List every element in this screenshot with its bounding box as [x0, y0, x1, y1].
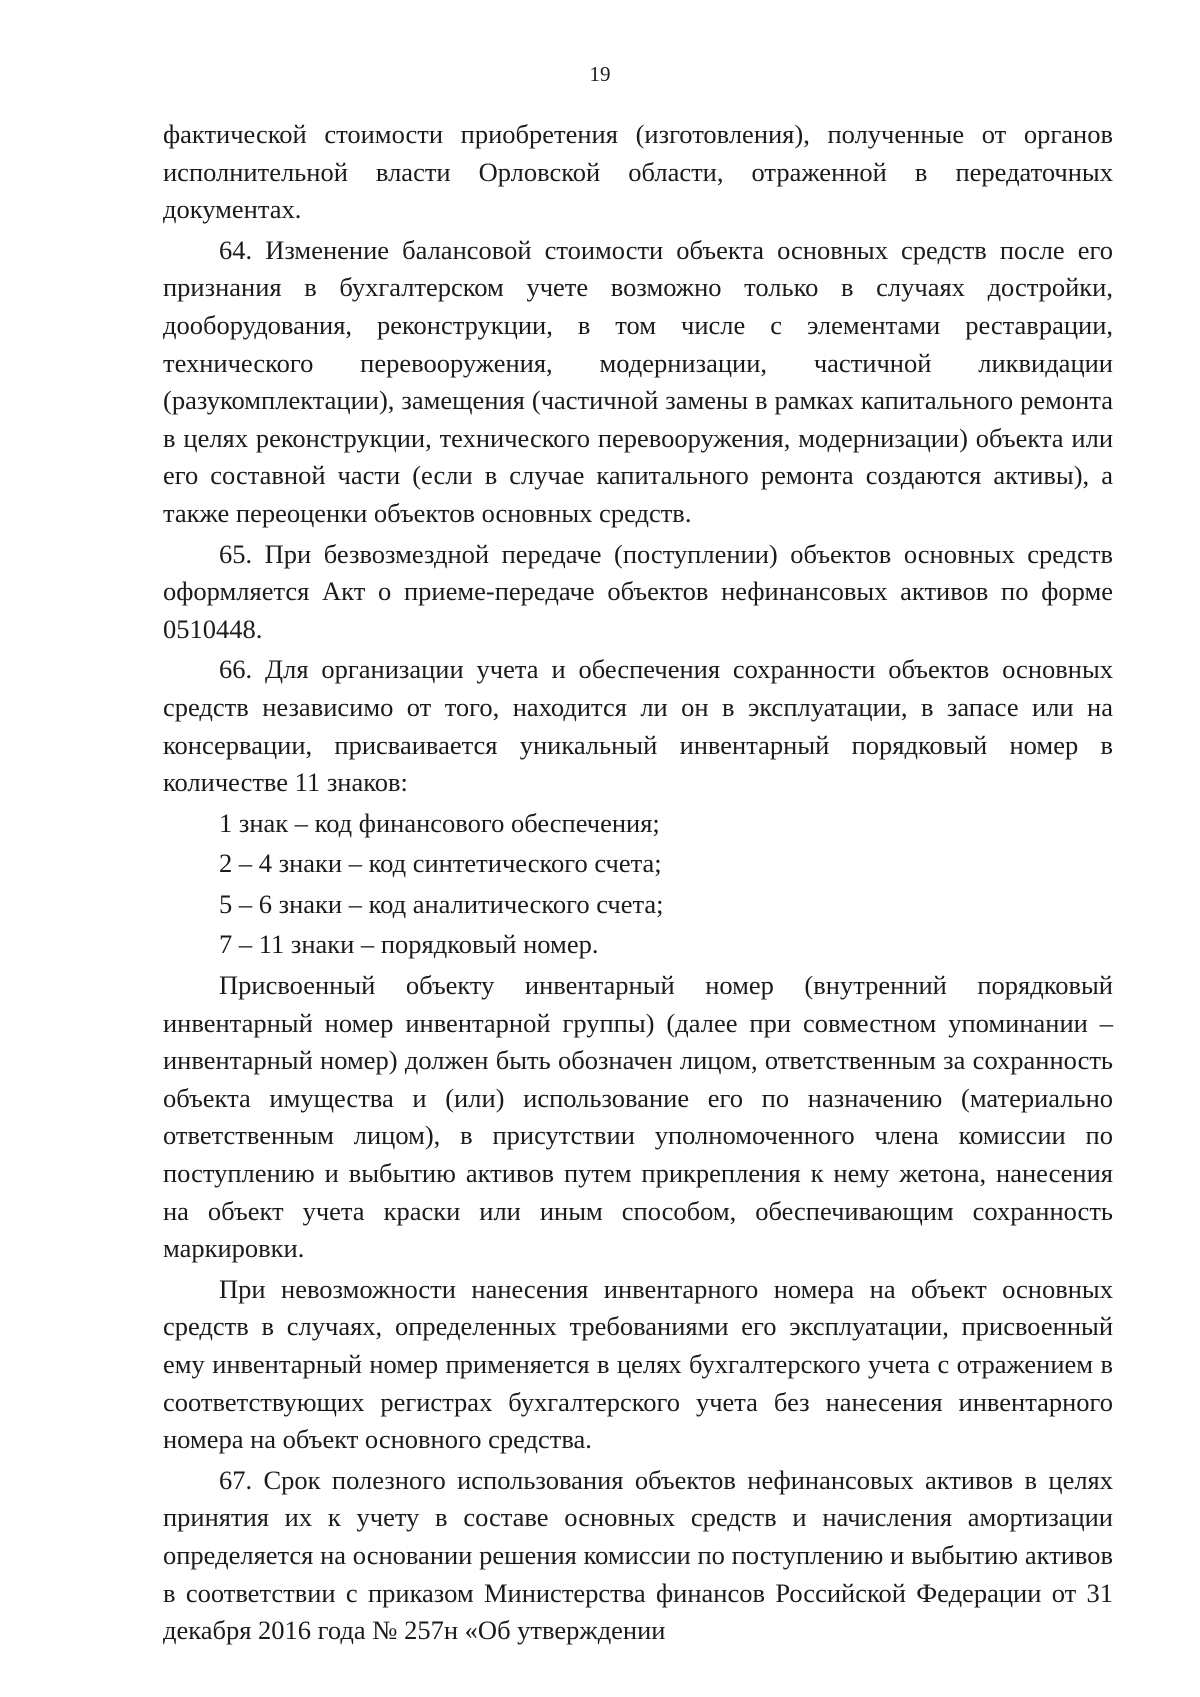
paragraph-inventory-number-impossible: При невозможности нанесения инвентарного номера на объект основных средств в случаях, определенных требованиями его эксплуатации, присвоенный ему инвентарный номер применяется в целях бухгалтерского учета с отражением в соответствующих регистрах бухгалтерского учета без нанесения инвентарного номера на объект основного средства.	[163, 1273, 1113, 1455]
paragraph-67: 67. Срок полезного использования объектов нефинансовых активов в целях принятия их к учету в составе основных средств и начисления амортизации определяется на основании решения комиссии по поступлению и выбытию активов в соответствии с приказом Министерства финансов Российской Федерации от 31 декабря 2016 года № 257н «Об утверждении	[163, 1464, 1113, 1646]
document-body	[163, 116, 1113, 1653]
list-item-signs-7-11: 7 – 11 знаки – порядковый номер.	[219, 929, 599, 960]
page-number: 19	[589, 62, 611, 86]
paragraph-65: 65. При безвозмездной передаче (поступлении) объектов основных средств оформляется Акт о приеме-передаче объектов нефинансовых активов по форме 0510448.	[163, 538, 1113, 644]
paragraph-inventory-number-assignment: Присвоенный объекту инвентарный номер (внутренний порядковый инвентарный номер инвентарной группы) (далее при совместном упоминании – инвентарный номер) должен быть обозначен лицом, ответственным за сохранность объекта имущества и (или) использование его по назначению (материально ответственным лицом), в присутствии уполномоченного члена комиссии по поступлению и выбытию активов путем прикрепления к нему жетона, нанесения на объект учета краски или иным способом, обеспечивающим сохранность маркировки.	[163, 970, 1113, 1264]
list-item-signs-2-4: 2 – 4 знаки – код синтетического счета;	[219, 848, 662, 879]
paragraph-continuation: фактической стоимости приобретения (изготовления), полученные от органов исполнительной власти Орловской области, отраженной в передаточных документах.	[163, 119, 1113, 225]
paragraph-66: 66. Для организации учета и обеспечения сохранности объектов основных средств независимо от того, находится ли он в эксплуатации, в запасе или на консервации, присваивается уникальный инвентарный порядковый номер в количестве 11 знаков:	[163, 654, 1113, 798]
list-item-sign-1: 1 знак – код финансового обеспечения;	[219, 807, 660, 838]
list-item-signs-5-6: 5 – 6 знаки – код аналитического счета;	[219, 888, 664, 919]
paragraph-64: 64. Изменение балансовой стоимости объекта основных средств после его признания в бухгалтерском учете возможно только в случаях достройки, дооборудования, реконструкции, в том числе с элементами реставрации, технического перевооружения, модернизации, частичной ликвидации (разукомплектации), замещения (частичной замены в рамках капитального ремонта в целях реконструкции, технического перевооружения, модернизации) объекта или его составной части (если в случае капитального ремонта создаются активы), а также переоценки объектов основных средств.	[163, 234, 1113, 528]
